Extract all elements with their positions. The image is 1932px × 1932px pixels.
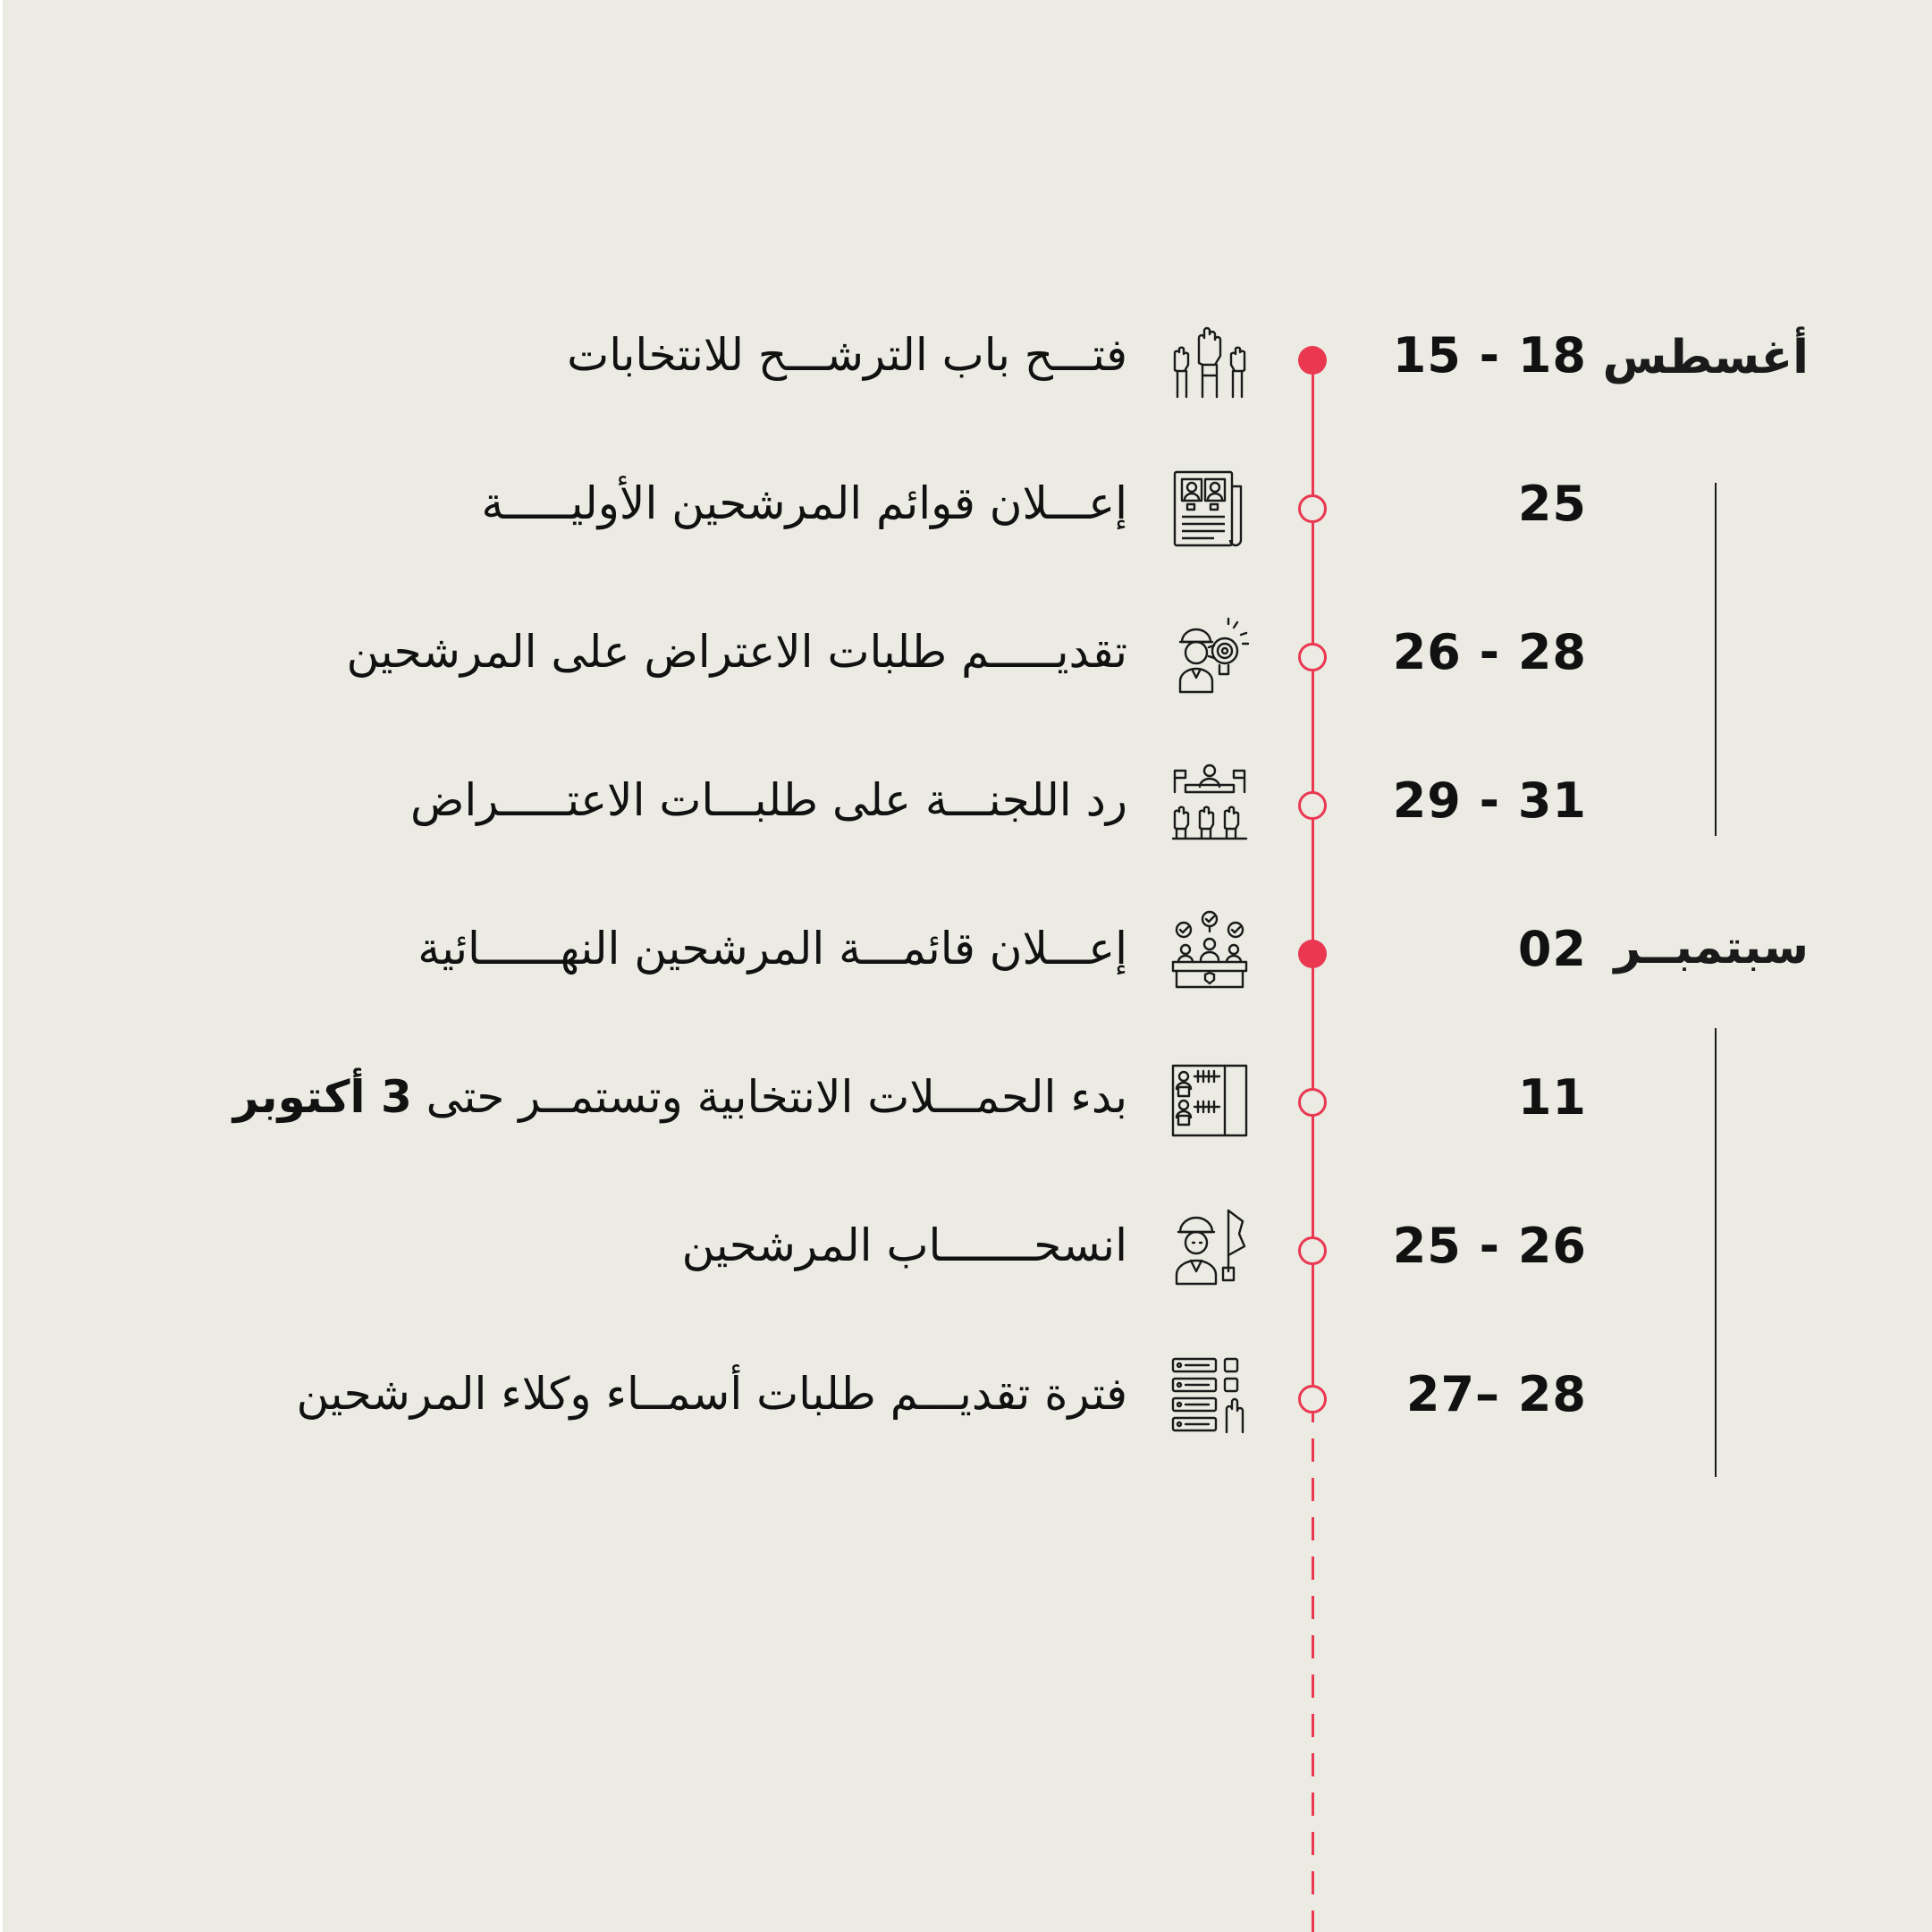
- committee-vote-icon: [1169, 762, 1250, 842]
- timeline-date: 25: [1517, 476, 1587, 532]
- event-text-bold: 3 أكتوبر: [232, 1071, 412, 1123]
- candidate-list-icon: [1169, 468, 1250, 549]
- timeline-date: 11: [1517, 1069, 1587, 1126]
- form-submit-icon: [1169, 1355, 1250, 1436]
- timeline-marker-hollow: [1298, 494, 1327, 523]
- timeline-event: رد اللجنـــة على طلبـــات الاعتـــــراض: [409, 774, 1127, 826]
- timeline-date: 15 - 18: [1392, 327, 1587, 384]
- timeline-date: 27– 28: [1405, 1366, 1587, 1422]
- timeline-event: [99, 1071, 1127, 1123]
- campaign-board-icon: [1169, 1060, 1250, 1141]
- timeline-spine-dashed: [1312, 1399, 1314, 1932]
- september-bracket-line: [1715, 1028, 1717, 1477]
- timeline-marker-hollow: [1298, 791, 1327, 820]
- timeline-date: 29 - 31: [1392, 772, 1587, 829]
- raised-hands-icon: [1169, 320, 1250, 401]
- timeline-canvas: [3, 0, 1932, 1932]
- megaphone-person-icon: [1169, 615, 1250, 696]
- timeline-date: 25 - 26: [1392, 1218, 1587, 1274]
- announcement-desk-icon: [1169, 910, 1250, 991]
- timeline-marker-hollow: [1298, 1236, 1327, 1265]
- timeline-event: انسحـــــــاب المرشحين: [681, 1219, 1127, 1271]
- timeline-event: فترة تقديـــم طلبات أسمــاء وكلاء المرشحين: [296, 1368, 1127, 1420]
- month-label-september: سبتمبــر: [1614, 921, 1809, 974]
- august-bracket-line: [1715, 483, 1717, 836]
- timeline-marker-filled: [1298, 940, 1327, 968]
- timeline-date: 26 - 28: [1392, 624, 1587, 680]
- timeline-date: 02: [1517, 921, 1587, 977]
- timeline-marker-hollow: [1298, 1385, 1327, 1413]
- timeline-marker-filled: [1298, 346, 1327, 375]
- timeline-marker-hollow: [1298, 643, 1327, 671]
- withdrawal-person-icon: [1169, 1207, 1250, 1287]
- timeline-event: إعـــلان قائمـــة المرشحين النهــــــائية: [418, 923, 1127, 974]
- timeline-marker-hollow: [1298, 1088, 1327, 1117]
- month-label-august: أغسطس: [1602, 331, 1809, 384]
- timeline-event: تقديـــــم طلبات الاعتراض على المرشحين: [346, 626, 1127, 678]
- event-text: بدء الحمـــلات الانتخابية وتستمــر حتى: [411, 1071, 1127, 1123]
- timeline-event: إعـــلان قوائم المرشحين الأوليـــــة: [481, 477, 1127, 529]
- timeline-event: فتـــح باب الترشـــح للانتخابات: [567, 329, 1127, 381]
